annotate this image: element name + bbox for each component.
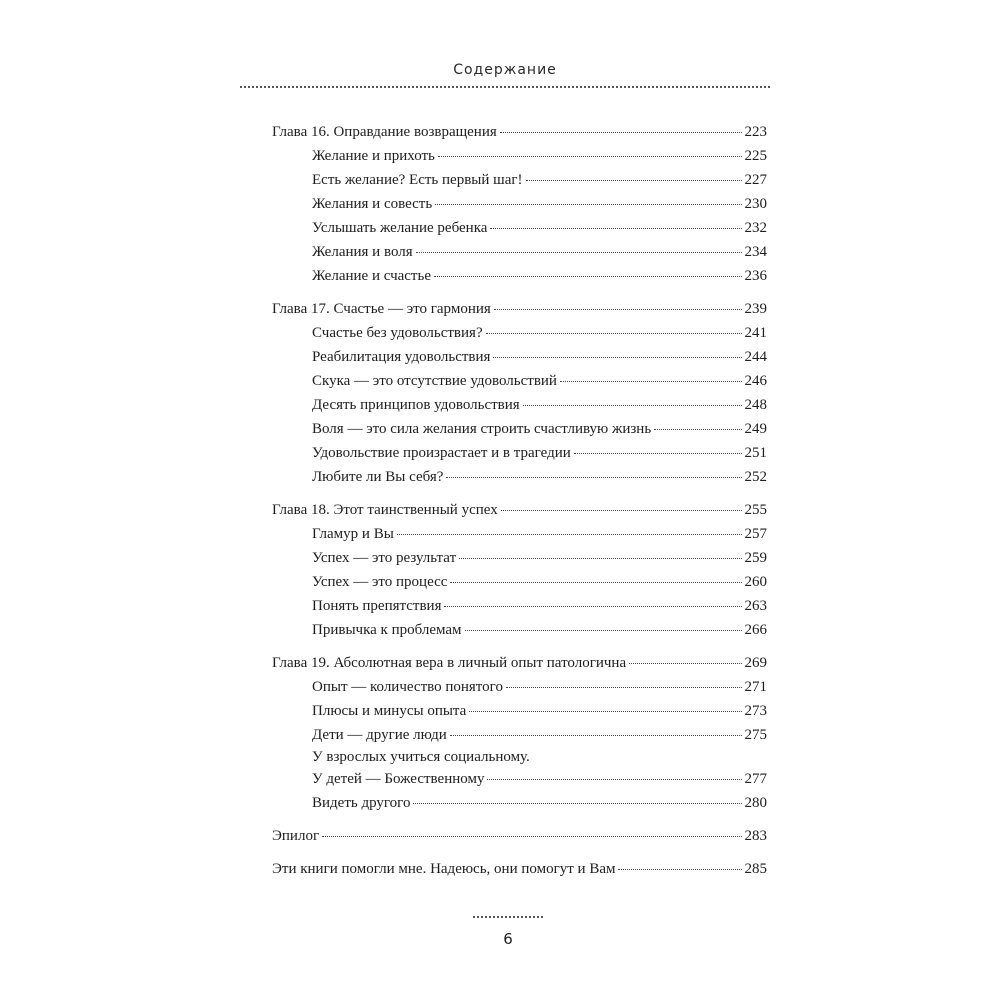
toc-entry-title: Видеть другого: [312, 795, 411, 811]
toc-chapter-16[interactable]: [272, 120, 767, 144]
toc-item[interactable]: [272, 465, 767, 489]
dot-leader: [416, 252, 742, 253]
toc-entry-page: 252: [744, 469, 767, 485]
toc-entry-page: 285: [744, 861, 767, 877]
dot-leader: [560, 381, 742, 382]
toc-entry-title: Желание и счастье: [312, 268, 431, 284]
toc-entry-title: Глава 17. Счастье — это гармония: [272, 301, 491, 317]
toc-item[interactable]: [272, 618, 767, 642]
dot-leader: [444, 606, 741, 607]
toc-group-chapter-19: [272, 651, 767, 815]
dot-leader: [500, 132, 742, 133]
toc-entry-page: 249: [744, 421, 767, 437]
toc-entry-page: 223: [744, 124, 767, 140]
toc-item[interactable]: [272, 441, 767, 465]
dot-leader: [494, 309, 742, 310]
toc-entry-page: 255: [744, 502, 767, 518]
toc-group-chapter-18: [272, 498, 767, 642]
toc-entry-title: Десять принципов удовольствия: [312, 397, 520, 413]
toc-entry-page: 275: [744, 727, 767, 743]
toc-entry-page: 283: [744, 828, 767, 844]
toc-entry-page: 239: [744, 301, 767, 317]
dot-leader: [434, 276, 742, 277]
footer-dotted-rule: [473, 916, 543, 918]
toc-group-chapter-16: [272, 120, 767, 288]
toc-entry-page: 269: [744, 655, 767, 671]
toc-entry-page: 225: [744, 148, 767, 164]
toc-entry-title-line-1: У взрослых учиться социальному.: [312, 749, 530, 765]
toc-item[interactable]: [272, 144, 767, 168]
toc-entry-page: 227: [744, 172, 767, 188]
toc-group-chapter-17: [272, 297, 767, 489]
dot-leader: [322, 836, 741, 837]
dot-leader: [618, 869, 741, 870]
toc-item[interactable]: [272, 791, 767, 815]
dot-leader: [493, 357, 741, 358]
toc-entry-page: 257: [744, 526, 767, 542]
toc-entry-title: Понять препятствия: [312, 598, 442, 614]
toc-entry-title: Опыт — количество понятого: [312, 679, 503, 695]
toc-item[interactable]: [272, 570, 767, 594]
toc-entry-title: Желание и прихоть: [312, 148, 435, 164]
dot-leader: [523, 405, 742, 406]
toc-entry-page: 266: [744, 622, 767, 638]
dot-leader: [501, 510, 742, 511]
dot-leader: [413, 803, 741, 804]
toc-item[interactable]: [272, 264, 767, 288]
toc-entry-title: Есть желание? Есть первый шаг!: [312, 172, 523, 188]
dot-leader: [459, 558, 741, 559]
toc-entry-page: 277: [744, 771, 767, 787]
dot-leader: [487, 779, 741, 780]
toc-item[interactable]: [272, 240, 767, 264]
toc-chapter-18[interactable]: [272, 498, 767, 522]
toc-entry-title: Глава 18. Этот таинственный успех: [272, 502, 498, 518]
dot-leader: [446, 477, 741, 478]
toc-entry-title: Привычка к проблемам: [312, 622, 462, 638]
toc-item[interactable]: [272, 369, 767, 393]
toc-item[interactable]: [272, 216, 767, 240]
dot-leader: [450, 735, 742, 736]
toc-item[interactable]: [272, 675, 767, 699]
toc-item[interactable]: [272, 345, 767, 369]
header-dotted-rule: [240, 86, 770, 88]
dot-leader: [490, 228, 741, 229]
toc-entry-title: Гламур и Вы: [312, 526, 394, 542]
toc-item[interactable]: [272, 594, 767, 618]
toc-entry-title: Любите ли Вы себя?: [312, 469, 444, 485]
toc-recommended-books[interactable]: [272, 857, 767, 881]
toc-entry-title: Желания и воля: [312, 244, 413, 260]
toc-group-books: [272, 857, 767, 881]
toc-entry-page: 236: [744, 268, 767, 284]
dot-leader: [526, 180, 742, 181]
toc-epilogue[interactable]: [272, 824, 767, 848]
toc-entry-title: Глава 19. Абсолютная вера в личный опыт патологична: [272, 655, 627, 671]
toc-chapter-19[interactable]: [272, 651, 767, 675]
toc-entry-page: 244: [744, 349, 767, 365]
toc-entry-title: Эпилог: [272, 828, 320, 844]
toc-group-epilogue: [272, 824, 767, 848]
toc-entry-page: 271: [744, 679, 767, 695]
toc-entry-page: 260: [744, 574, 767, 590]
toc-item[interactable]: [272, 321, 767, 345]
toc-entry-title: Воля — это сила желания строить счастливую жизнь: [312, 421, 652, 437]
dot-leader: [469, 711, 741, 712]
toc-item[interactable]: [272, 522, 767, 546]
toc-entry-title: Плюсы и минусы опыта: [312, 703, 467, 719]
toc-entry-title: Дети — другие люди: [312, 727, 447, 743]
dot-leader: [574, 453, 742, 454]
toc-entry-page: 280: [744, 795, 767, 811]
dot-leader: [654, 429, 741, 430]
toc-entry-page: 273: [744, 703, 767, 719]
toc-entry-title: Услышать желание ребенка: [312, 220, 488, 236]
toc-item[interactable]: [272, 747, 767, 791]
toc-item[interactable]: [272, 192, 767, 216]
dot-leader: [465, 630, 742, 631]
toc-chapter-17[interactable]: [272, 297, 767, 321]
running-header: Содержание: [453, 62, 557, 78]
dot-leader: [629, 663, 741, 664]
toc-entry-page: 232: [744, 220, 767, 236]
toc-entry-title: Желания и совесть: [312, 196, 433, 212]
dot-leader: [506, 687, 742, 688]
toc-entry-title: Глава 16. Оправдание возвращения: [272, 124, 497, 140]
toc-entry-title: Успех — это результат: [312, 550, 457, 566]
toc-entry-page: 248: [744, 397, 767, 413]
dot-leader: [486, 333, 742, 334]
dot-leader: [450, 582, 741, 583]
toc-entry-page: 230: [744, 196, 767, 212]
toc-item-line-2: [312, 767, 767, 791]
toc-item-line-1: [312, 747, 767, 767]
dot-leader: [435, 204, 741, 205]
page-number: 6: [503, 930, 513, 948]
toc-entry-title: Удовольствие произрастает и в трагедии: [312, 445, 571, 461]
toc-item[interactable]: [272, 546, 767, 570]
table-of-contents: [272, 120, 767, 890]
toc-entry-page: 246: [744, 373, 767, 389]
toc-item[interactable]: [272, 723, 767, 747]
toc-entry-title: Скука — это отсутствие удовольствий: [312, 373, 557, 389]
toc-entry-page: 234: [744, 244, 767, 260]
toc-entry-title: Реабилитация удовольствия: [312, 349, 491, 365]
toc-entry-page: 251: [744, 445, 767, 461]
toc-entry-page: 263: [744, 598, 767, 614]
dot-leader: [397, 534, 742, 535]
toc-entry-title: Счастье без удовольствия?: [312, 325, 483, 341]
toc-item[interactable]: [272, 699, 767, 723]
toc-item[interactable]: [272, 417, 767, 441]
toc-entry-title: Эти книги помогли мне. Надеюсь, они помогут и Вам: [272, 861, 616, 877]
toc-item[interactable]: [272, 393, 767, 417]
toc-entry-title: Успех — это процесс: [312, 574, 448, 590]
toc-entry-page: 241: [744, 325, 767, 341]
toc-entry-title: У детей — Божественному: [312, 771, 485, 787]
dot-leader: [438, 156, 742, 157]
toc-item[interactable]: [272, 168, 767, 192]
toc-entry-page: 259: [744, 550, 767, 566]
